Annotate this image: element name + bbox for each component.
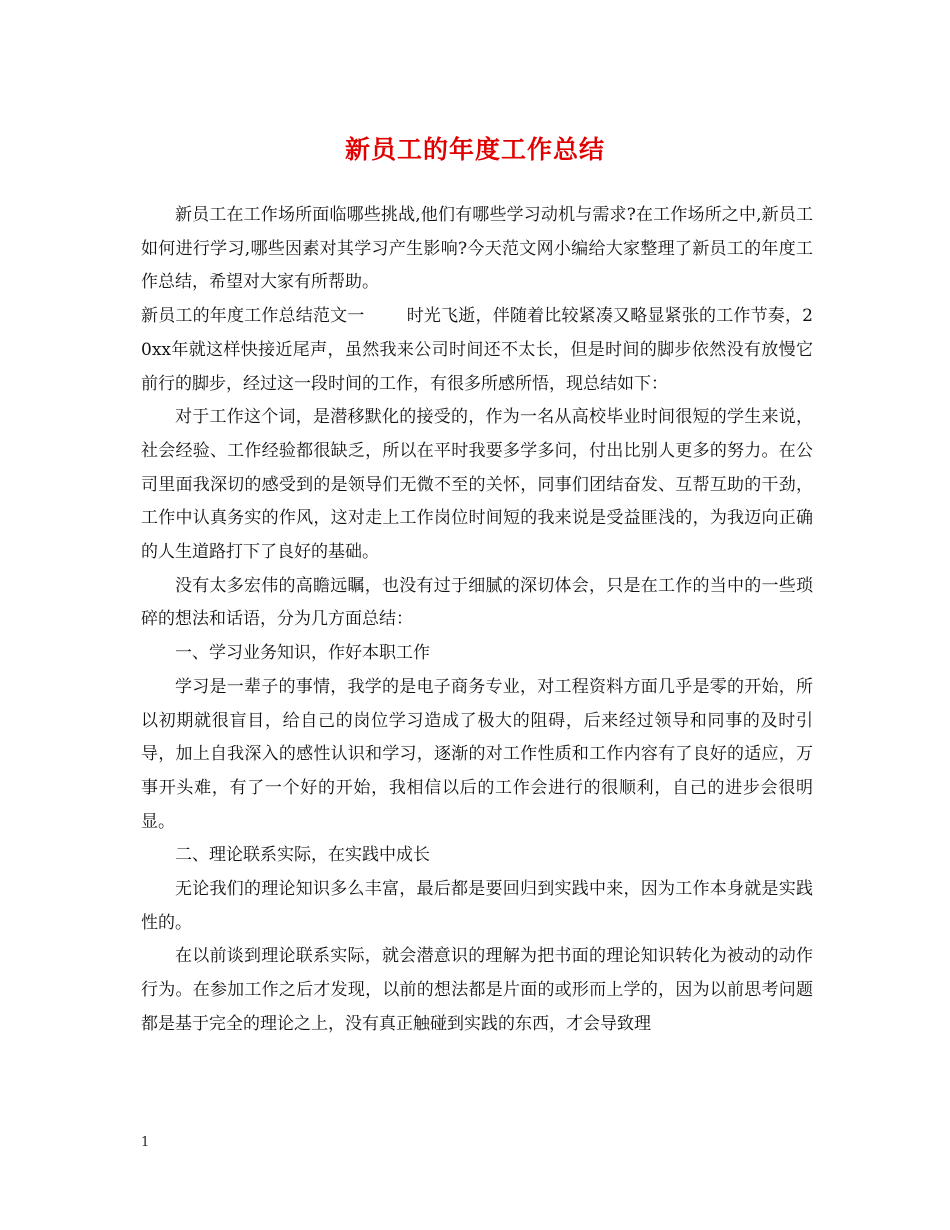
body-paragraph: 无论我们的理论知识多么丰富，最后都是要回归到实践中来，因为工作本身就是实践性的。 — [141, 879, 813, 933]
section-heading: 一、学习业务知识，作好本职工作 — [175, 643, 430, 664]
body-paragraph: 没有太多宏伟的高瞻远瞩，也没有过于细腻的深切体会，只是在工作的当中的一些琐碎的想法和话语，分为几方面总结： — [141, 575, 813, 630]
document-title: 新员工的年度工作总结 — [344, 135, 605, 164]
body-paragraph: 学习是一辈子的事情，我学的是电子商务专业，对工程资料方面几乎是零的开始，所以初期就很盲目，给自己的岗位学习造成了极大的阻碍，后来经过领导和同事的及时引导，加上自我深入的感性认识和学习，逐渐的对工作性质和工作内容有了良好的适应，万事开头难，有了一个好的开始，我相信以后的工作会进行的很顺利，自己的进步会很明显。 — [141, 676, 813, 832]
sample-paragraph — [141, 300, 813, 401]
section-heading: 二、理论联系实际，在实践中成长 — [175, 845, 430, 866]
body-paragraph: 在以前谈到理论联系实际，就会潜意识的理解为把书面的理论知识转化为被动的动作行为。在参加工作之后才发现，以前的想法都是片面的或形而上学的，因为以前思考问题都是基于完全的理论之上，没有真正触碰到实践的东西，才会导致理 — [141, 946, 813, 1034]
body-paragraph: 对于工作这个词，是潜移默化的接受的，作为一名从高校毕业时间很短的学生来说，社会经验、工作经验都很缺乏，所以在平时我要多学多问，付出比别人更多的努力。在公司里面我深切的感受到的是领导们无微不至的关怀，同事们团结奋发、互帮互助的干劲，工作中认真务实的作风，这对走上工作岗位时间短的我来说是受益匪浅的，为我迈向正确的人生道路打下了良好的基础。 — [141, 407, 813, 563]
intro-paragraph: 新员工在工作场所面临哪些挑战,他们有哪些学习动机与需求?在工作场所之中,新员工如何进行学习,哪些因素对其学习产生影响?今天范文网小编给大家整理了新员工的年度工作总结，希望对大家有所帮助。 — [141, 205, 813, 293]
sample-heading: 新员工的年度工作总结范文一 — [141, 306, 365, 327]
sample-first-text: 时光飞逝，伴随着比较紧凑又略显紧张的工作节奏，20xx年就这样快接近尾声，虽然我来公司时间还不太长，但是时间的脚步依然没有放慢它前行的脚步，经过这一段时间的工作，有很多所感所悟，现总结如下： — [141, 306, 813, 394]
document-body — [141, 199, 813, 1042]
page-number: 1 — [141, 1135, 150, 1150]
